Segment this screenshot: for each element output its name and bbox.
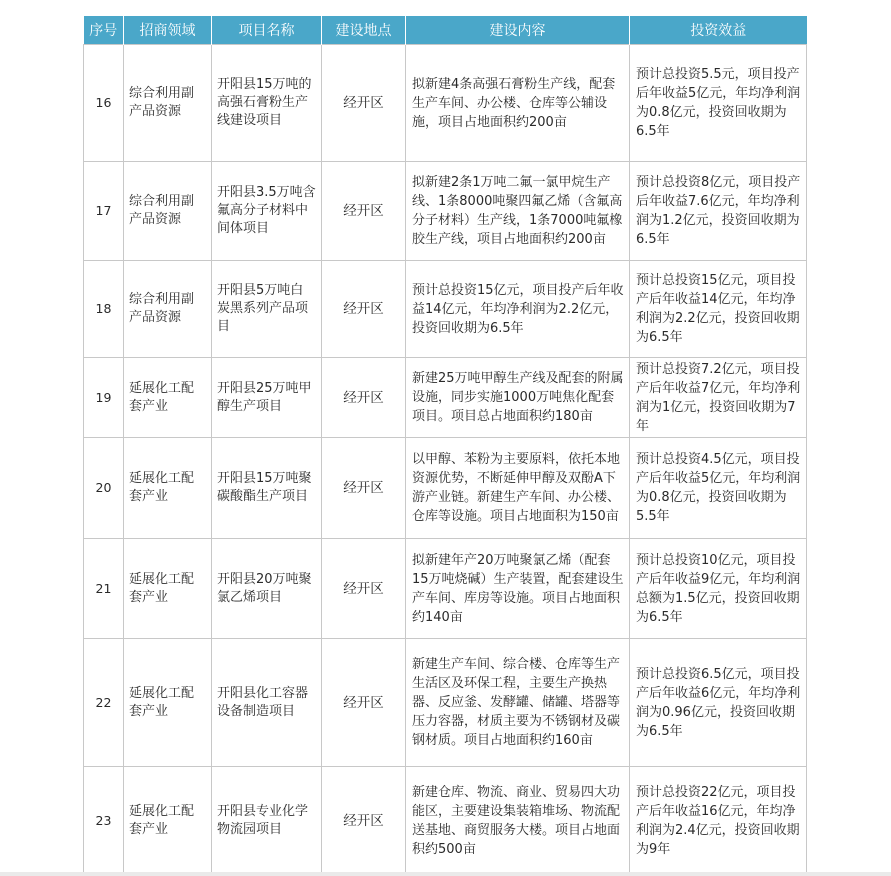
row-location: 经开区: [322, 358, 406, 438]
row-content: 拟新建2条1万吨二氟一氯甲烷生产线、1条8000吨聚四氟乙烯（含氟高分子材料）生产线，1条7000吨氟橡胶生产线，项目占地面积约200亩: [406, 162, 630, 261]
row-number: 18: [84, 261, 124, 358]
bottom-divider: [0, 872, 891, 876]
row-benefit: 预计总投资7.2亿元，项目投产后年收益7亿元，年均净利润为1亿元，投资回收期为7年: [630, 358, 807, 438]
row-content: 预计总投资15亿元，项目投产后年收益14亿元，年均净利润为2.2亿元，投资回收期为6.5年: [406, 261, 630, 358]
row-project-name: 开阳县5万吨白炭黑系列产品项目: [212, 261, 322, 358]
header-content: 建设内容: [406, 16, 630, 45]
header-project-name: 项目名称: [212, 16, 322, 45]
header-number: 序号: [84, 16, 124, 45]
row-location: 经开区: [322, 539, 406, 639]
row-location: 经开区: [322, 261, 406, 358]
row-number: 19: [84, 358, 124, 438]
row-benefit: 预计总投资22亿元，项目投产后年收益16亿元，年均净利润为2.4亿元，投资回收期为9年: [630, 767, 807, 875]
table-header-row: [84, 16, 807, 45]
table-row: [84, 358, 807, 438]
row-project-name: 开阳县15万吨聚碳酸酯生产项目: [212, 438, 322, 539]
row-project-name: 开阳县15万吨的高强石膏粉生产线建设项目: [212, 45, 322, 162]
row-project-name: 开阳县专业化学物流园项目: [212, 767, 322, 875]
row-location: 经开区: [322, 438, 406, 539]
row-number: 17: [84, 162, 124, 261]
table-row: [84, 162, 807, 261]
row-project-name: 开阳县3.5万吨含氟高分子材料中间体项目: [212, 162, 322, 261]
row-number: 20: [84, 438, 124, 539]
row-project-name: 开阳县化工容器设备制造项目: [212, 639, 322, 767]
table-row: [84, 539, 807, 639]
row-benefit: 预计总投资4.5亿元，项目投产后年收益5亿元，年均利润为0.8亿元，投资回收期为5.5年: [630, 438, 807, 539]
row-location: 经开区: [322, 639, 406, 767]
row-field: 延展化工配套产业: [124, 639, 212, 767]
row-project-name: 开阳县20万吨聚氯乙烯项目: [212, 539, 322, 639]
row-benefit: 预计总投资10亿元，项目投产后年收益9亿元，年均利润总额为1.5亿元，投资回收期为6.5年: [630, 539, 807, 639]
row-field: 综合利用副产品资源: [124, 261, 212, 358]
row-field: 延展化工配套产业: [124, 767, 212, 875]
row-field: 综合利用副产品资源: [124, 162, 212, 261]
row-location: 经开区: [322, 162, 406, 261]
row-field: 综合利用副产品资源: [124, 45, 212, 162]
row-number: 23: [84, 767, 124, 875]
table-row: [84, 639, 807, 767]
row-project-name: 开阳县25万吨甲醇生产项目: [212, 358, 322, 438]
row-content: 新建25万吨甲醇生产线及配套的附属设施，同步实施1000万吨焦化配套项目。项目总占地面积约180亩: [406, 358, 630, 438]
row-content: 拟新建年产20万吨聚氯乙烯（配套15万吨烧碱）生产装置，配套建设生产车间、库房等设施。项目占地面积约140亩: [406, 539, 630, 639]
row-number: 16: [84, 45, 124, 162]
table-row: [84, 767, 807, 875]
projects-table-container: [83, 16, 806, 875]
row-benefit: 预计总投资15亿元，项目投产后年收益14亿元，年均净利润为2.2亿元，投资回收期为6.5年: [630, 261, 807, 358]
table-row: [84, 438, 807, 539]
row-benefit: 预计总投资6.5亿元，项目投产后年收益6亿元，年均净利润为0.96亿元，投资回收期为6.5年: [630, 639, 807, 767]
row-location: 经开区: [322, 767, 406, 875]
row-field: 延展化工配套产业: [124, 358, 212, 438]
header-location: 建设地点: [322, 16, 406, 45]
row-number: 21: [84, 539, 124, 639]
row-field: 延展化工配套产业: [124, 539, 212, 639]
row-content: 新建仓库、物流、商业、贸易四大功能区，主要建设集装箱堆场、物流配送基地、商贸服务大楼。项目占地面积约500亩: [406, 767, 630, 875]
projects-table: [83, 16, 807, 875]
row-content: 以甲醇、苯粉为主要原料，依托本地资源优势，不断延伸甲醇及双酚A下游产业链。新建生产车间、办公楼、仓库等设施。项目占地面积为150亩: [406, 438, 630, 539]
row-location: 经开区: [322, 45, 406, 162]
header-benefit: 投资效益: [630, 16, 807, 45]
row-benefit: 预计总投资8亿元，项目投产后年收益7.6亿元，年均净利润为1.2亿元，投资回收期为6.5年: [630, 162, 807, 261]
row-content: 拟新建4条高强石膏粉生产线，配套生产车间、办公楼、仓库等公辅设施，项目占地面积约200亩: [406, 45, 630, 162]
row-field: 延展化工配套产业: [124, 438, 212, 539]
table-row: [84, 45, 807, 162]
table-row: [84, 261, 807, 358]
row-content: 新建生产车间、综合楼、仓库等生产生活区及环保工程，主要生产换热器、反应釜、发酵罐、储罐、塔器等压力容器，材质主要为不锈钢材及碳钢材质。项目占地面积约160亩: [406, 639, 630, 767]
row-number: 22: [84, 639, 124, 767]
row-benefit: 预计总投资5.5元，项目投产后年收益5亿元，年均净利润为0.8亿元，投资回收期为6.5年: [630, 45, 807, 162]
header-field: 招商领域: [124, 16, 212, 45]
